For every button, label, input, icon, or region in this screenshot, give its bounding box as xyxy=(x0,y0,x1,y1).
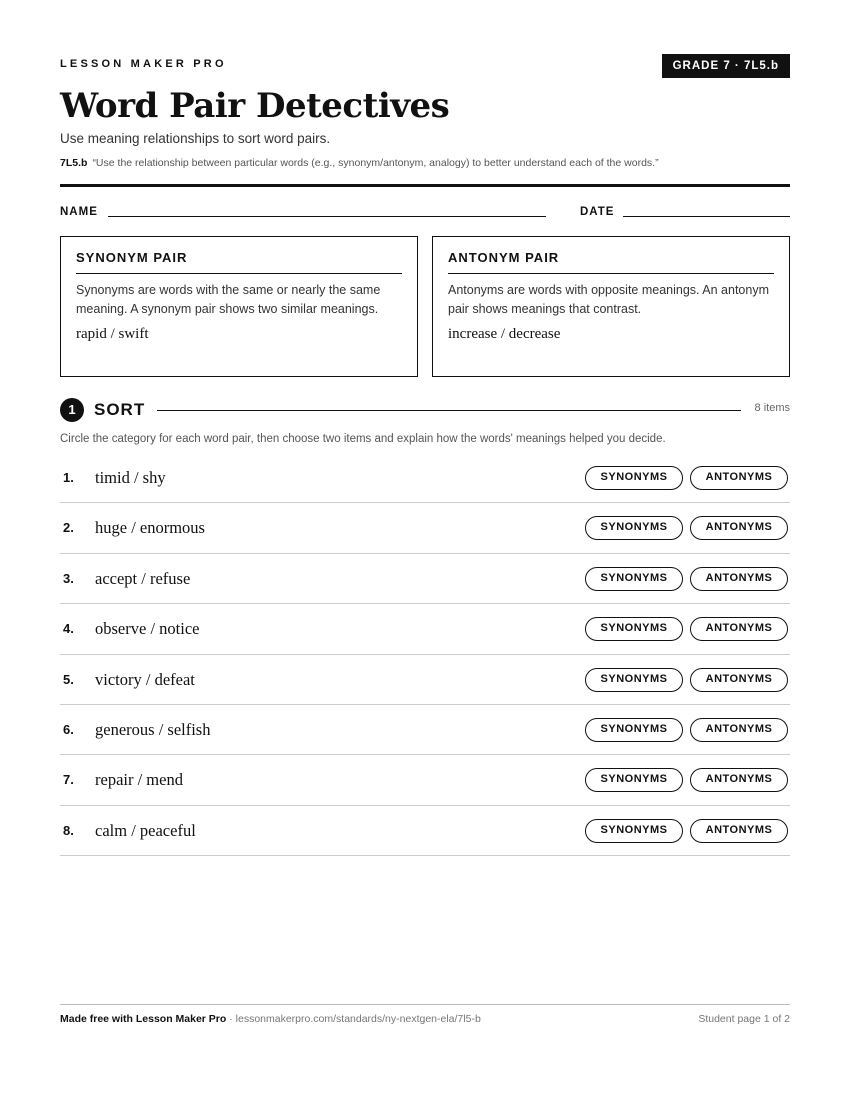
synonyms-option[interactable]: SYNONYMS xyxy=(585,516,683,540)
list-item xyxy=(60,806,790,856)
date-label: DATE xyxy=(580,206,615,218)
worksheet-page xyxy=(60,0,790,1100)
page-title: Word Pair Detectives xyxy=(60,86,450,126)
synonyms-option[interactable]: SYNONYMS xyxy=(585,819,683,843)
grade-badge: GRADE 7 · 7L5.b xyxy=(662,54,790,78)
synonyms-option[interactable]: SYNONYMS xyxy=(585,617,683,641)
antonyms-option[interactable]: ANTONYMS xyxy=(690,516,788,540)
word-pair: observe / notice xyxy=(95,619,200,639)
footer-credit xyxy=(60,1013,481,1025)
page-subtitle: Use meaning relationships to sort word pairs. xyxy=(60,131,331,146)
list-item xyxy=(60,705,790,755)
word-pair: generous / selfish xyxy=(95,719,211,739)
antonyms-option[interactable]: ANTONYMS xyxy=(690,567,788,591)
item-number: 8. xyxy=(63,822,74,838)
word-pair: accept / refuse xyxy=(95,568,191,588)
list-item xyxy=(60,453,790,503)
brand-name: LESSON MAKER PRO xyxy=(60,58,227,70)
word-pair: timid / shy xyxy=(95,468,166,487)
footer-made-with: Made free with Lesson Maker Pro xyxy=(60,1013,227,1025)
card-description: Synonyms are words with the same or nearly the same meaning. A synonym pair shows two similar meanings. xyxy=(76,283,381,316)
antonyms-option[interactable]: ANTONYMS xyxy=(690,718,788,742)
item-number: 7. xyxy=(63,772,74,788)
card-description: Antonyms are words with opposite meanings. An antonym pair shows meanings that contrast. xyxy=(448,283,770,316)
footer-separator: · xyxy=(226,1013,236,1025)
synonym-pair-card xyxy=(60,236,418,377)
list-item xyxy=(60,604,790,654)
item-number: 1. xyxy=(63,470,74,485)
synonyms-option[interactable]: SYNONYMS xyxy=(585,718,683,742)
footer-divider xyxy=(60,1004,790,1005)
synonyms-option[interactable]: SYNONYMS xyxy=(585,466,683,490)
name-label: NAME xyxy=(60,206,98,218)
word-pair: calm / peaceful xyxy=(95,820,196,840)
date-field[interactable] xyxy=(623,216,790,217)
section-divider xyxy=(157,410,741,411)
item-number: 6. xyxy=(63,721,74,737)
antonyms-option[interactable]: ANTONYMS xyxy=(690,768,788,792)
word-pair: huge / enormous xyxy=(95,518,205,538)
synonyms-option[interactable]: SYNONYMS xyxy=(585,567,683,591)
footer-url[interactable]: lessonmakerpro.com/standards/ny-nextgen-ela/7l5-b xyxy=(235,1013,481,1025)
synonyms-option[interactable]: SYNONYMS xyxy=(585,668,683,692)
antonyms-option[interactable]: ANTONYMS xyxy=(690,819,788,843)
list-item xyxy=(60,503,790,553)
antonym-pair-card xyxy=(432,236,790,377)
list-item xyxy=(60,554,790,604)
name-field[interactable] xyxy=(108,216,546,217)
standard-text: “Use the relationship between particular words (e.g., synonym/antonym, analogy) to better understand each of the words.” xyxy=(92,157,659,169)
list-item xyxy=(60,655,790,705)
item-number: 3. xyxy=(63,570,74,586)
card-example: rapid / swift xyxy=(76,326,149,342)
antonyms-option[interactable]: ANTONYMS xyxy=(690,466,788,490)
item-number: 4. xyxy=(63,621,74,637)
item-number: 2. xyxy=(63,520,74,536)
section-instructions: Circle the category for each word pair, then choose two items and explain how the words' meanings helped you decide. xyxy=(60,433,666,445)
card-heading: ANTONYM PAIR xyxy=(448,250,774,274)
standard-line xyxy=(60,157,659,169)
item-count: 8 items xyxy=(754,402,790,414)
card-example: increase / decrease xyxy=(448,326,561,342)
item-number: 5. xyxy=(63,671,74,687)
section-title: SORT xyxy=(94,400,146,419)
list-item xyxy=(60,755,790,805)
synonyms-option[interactable]: SYNONYMS xyxy=(585,768,683,792)
word-pair-list xyxy=(60,453,790,856)
page-indicator: Student page 1 of 2 xyxy=(698,1013,790,1025)
section-number: 1 xyxy=(60,398,84,422)
card-heading: SYNONYM PAIR xyxy=(76,250,402,274)
antonyms-option[interactable]: ANTONYMS xyxy=(690,668,788,692)
word-pair: victory / defeat xyxy=(95,669,195,689)
standard-code: 7L5.b xyxy=(60,157,88,169)
header-divider xyxy=(60,184,790,187)
antonyms-option[interactable]: ANTONYMS xyxy=(690,617,788,641)
word-pair: repair / mend xyxy=(95,770,183,790)
